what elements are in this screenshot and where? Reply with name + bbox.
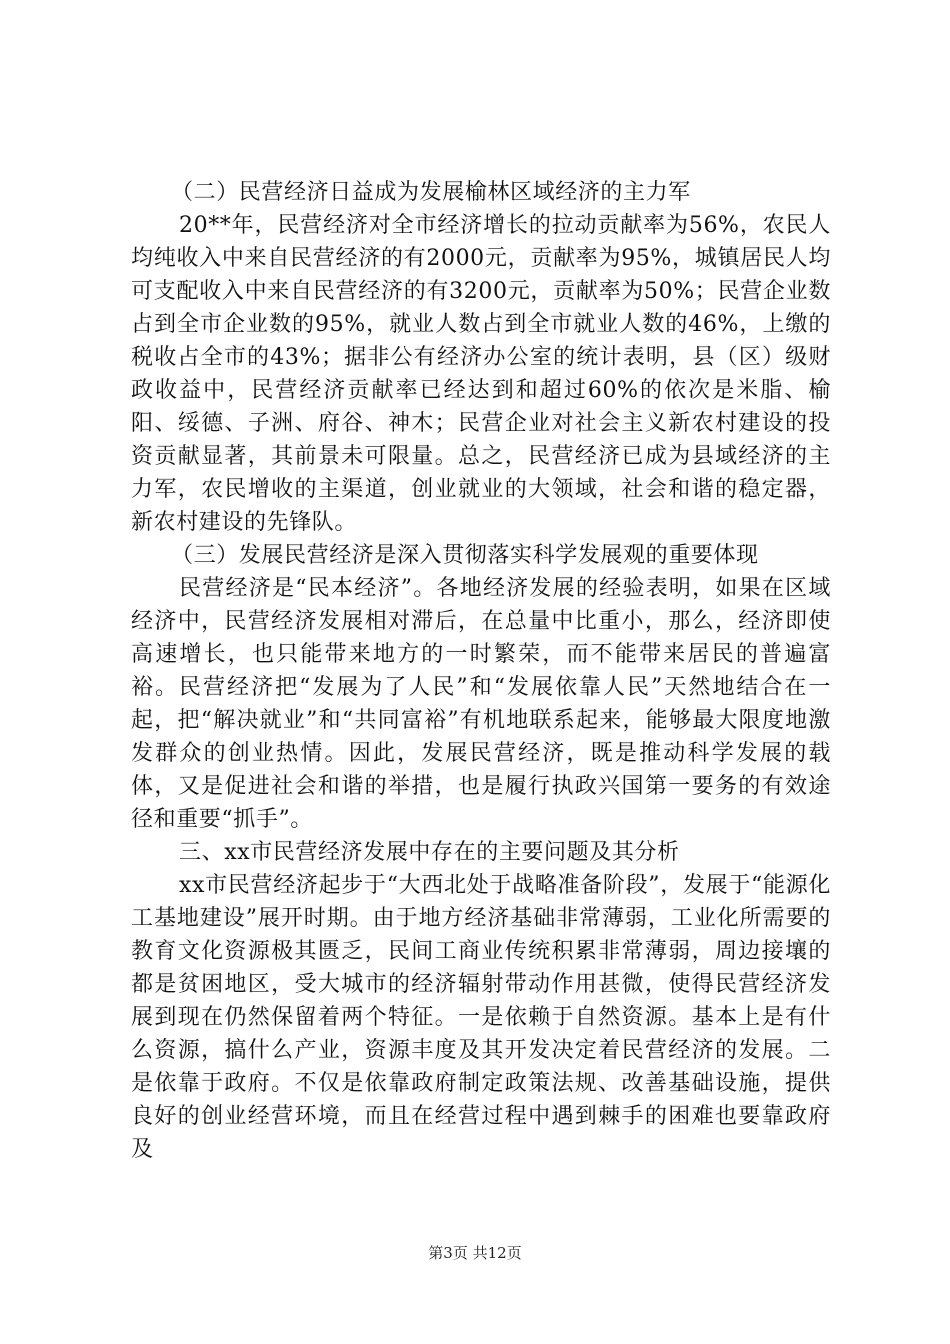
body-paragraph: xx市民营经济起步于“大西北处于战略准备阶段”，发展于“能源化工基地建设”展开时期。由于地方经济基础非常薄弱，工业化所需要的教育文化资源极其匮乏，民间工商业传统积累非常薄弱，周边接壤的都是贫困地区，受大城市的经济辐射带动作用甚微，使得民营经济发展到现在仍然保留着两个特征。一是依赖于自然资源。基本上是有什么资源，搞什么产业，资源丰度及其开发决定着民营经济的发展。二是依靠于政府。不仅是依靠政府制定政策法规、改善基础设施，提供良好的创业经营环境，而且在经营过程中遇到棘手的困难也要靠政府及 <box>131 873 831 1162</box>
body-paragraph: 20**年，民营经济对全市经济增长的拉动贡献率为56%，农民人均纯收入中来自民营经济的有2000元，贡献率为95%，城镇居民人均可支配收入中来自民营经济的有3200元，贡献率为50%；民营企业数占到全市企业数的95%，就业人数占到全市就业人数的46%，上缴的税收占全市的43%；据非公有经济办公室的统计表明，县（区）级财政收益中，民营经济贡献率已经达到和超过60%的依次是米脂、榆阳、绥德、子洲、府谷、神木；民营企业对社会主义新农村建设的投资贡献显著，其前景未可限量。总之，民营经济已成为县域经济的主力军，农民增收的主渠道，创业就业的大领域，社会和谐的稳定器，新农村建设的先锋队。 <box>131 213 831 535</box>
section-heading-3: （三）发展民营经济是深入贯彻落实科学发展观的重要体现 <box>171 543 759 568</box>
chapter-heading: 三、xx市民营经济发展中存在的主要问题及其分析 <box>179 840 680 865</box>
page-footer: 第3页 共12页 <box>428 1244 522 1262</box>
section-heading-2: （二）民营经济日益成为发展榆林区域经济的主力军 <box>171 180 691 205</box>
body-paragraph: 民营经济是“民本经济”。各地经济发展的经验表明，如果在区域经济中，民营经济发展相对滞后，在总量中比重小，那么，经济即使高速增长，也只能带来地方的一时繁荣，而不能带来居民的普遍富裕。民营经济把“发展为了人民”和“发展依靠人民”天然地结合在一起，把“解决就业”和“共同富裕”有机地联系起来，能够最大限度地激发群众的创业热情。因此，发展民营经济，既是推动科学发展的载体，又是促进社会和谐的举措，也是履行执政兴国第一要务的有效途径和重要“抓手”。 <box>131 576 831 832</box>
document-body <box>131 176 831 1166</box>
